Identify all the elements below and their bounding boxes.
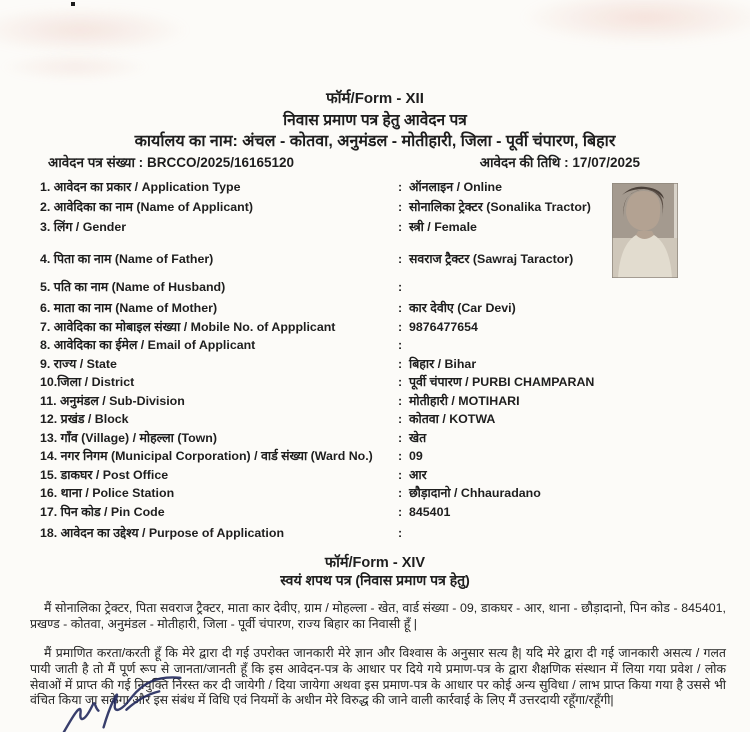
- application-date: [480, 153, 640, 171]
- field-value: [398, 300, 516, 316]
- field-label: 2. आवेदिका का नाम (Name of Applicant): [40, 200, 253, 214]
- field-value: [398, 179, 502, 195]
- colon: :: [398, 504, 403, 519]
- form14-subtitle: स्वयं शपथ पत्र (निवास प्रमाण पत्र हेतु): [280, 572, 470, 588]
- field-value: [398, 337, 409, 353]
- field-label: 15. डाकघर / Post Office: [40, 467, 169, 482]
- application-meta-row: [48, 153, 640, 171]
- scan-smudge: [520, 0, 750, 45]
- field-value-text: कार देवीए (Car Devi): [409, 301, 516, 315]
- applicant-photo: [612, 183, 678, 278]
- field-value-text: पूर्वी चंपारण / PURBI CHAMPARAN: [409, 375, 595, 389]
- field-label: 7. आवेदिका का मोबाइल संख्या / Mobile No. of Appplicant: [40, 319, 336, 334]
- application-number: [48, 153, 294, 171]
- field-value-text: कोतवा / KOTWA: [409, 412, 496, 426]
- field-value-text: 845401: [409, 504, 451, 519]
- form12-subtitle: निवास प्रमाण पत्र हेतु आवेदन पत्र: [283, 112, 467, 129]
- declaration-paragraph-2: मैं प्रमाणित करता/करती हूँ कि मेरे द्वारा दी गई उपरोक्त जानकारी मेरे ज्ञान और विश्वास के अनुसार सत्य है| यदि मेरे द्वारा दी गई जानकारी असत्य / गलत पायी जाती है तो मैं पूर्ण रूप से जानता/जानती हूँ कि इस आवेदन-पत्र के आधार पर दिये गये प्रमाण-पत्र के द्वारा शैक्षणिक संस्थान में लिया गया प्रवेश / लोक सेवाओं में प्राप्त की गई नियुक्ति निरस्त कर दी जायेगी / दिया जायेगा अथवा इस प्रमाण-पत्र के आधार पर कोई अन्य सुविधा / लाभ प्राप्त किया गया है उससे भी वंचित किया जा सकेगा और इस संबंध में विधि एवं नियमों के अधीन मेरे विरुद्ध की जाने वाली कार्रवाई के लिए मैं उत्तरदायी रहूँगा/रहूँगी|: [30, 646, 726, 708]
- field-row-block: [40, 411, 648, 430]
- field-row-post-office: [40, 467, 648, 486]
- field-label: 5. पति का नाम (Name of Husband): [40, 279, 226, 294]
- field-value: [398, 467, 427, 483]
- field-row-gender: [40, 219, 648, 239]
- application-fields-list: [40, 179, 648, 544]
- field-label: 1. आवेदन का प्रकार / Application Type: [40, 180, 241, 194]
- field-value-text: मोतीहारी / MOTIHARI: [409, 393, 520, 408]
- colon: :: [398, 467, 403, 482]
- field-row-subdivision: [40, 393, 648, 412]
- colon: :: [398, 449, 403, 463]
- field-value-text: 09: [409, 449, 423, 463]
- field-label: 10.जिला / District: [40, 375, 135, 389]
- field-value-text: सोनालिका ट्रेक्टर (Sonalika Tractor): [409, 200, 591, 214]
- office-name-line: कार्यालय का नाम: अंचल - कोतवा, अनुमंडल - मोतीहारी, जिला - पूर्वी चंपारण, बिहार: [134, 133, 616, 150]
- declaration-paragraph-1: मैं सोनालिका ट्रेक्टर, पिता सवराज ट्रैक्टर, माता कार देवीए, ग्राम / मोहल्ला - खेत, वार्ड संख्या - 09, डाकघर - आर, थाना - छौड़ादानो, पिन कोड - 845401, प्रखण्ड - कोतवा, अनुमंडल - मोतीहारी, जिला - पूर्वी चंपारण, राज्य बिहार का निवासी हूँ |: [30, 601, 726, 631]
- colon: :: [398, 220, 403, 234]
- colon: :: [398, 412, 403, 426]
- colon: :: [398, 430, 403, 445]
- field-label: 11. अनुमंडल / Sub-Division: [40, 393, 185, 408]
- field-value: [398, 411, 495, 427]
- field-row-state: [40, 356, 648, 375]
- field-value-text: आर: [409, 467, 427, 482]
- application-number-value: BRCCO/2025/16165120: [146, 155, 295, 170]
- field-value: [398, 319, 478, 335]
- field-label: 4. पिता का नाम (Name of Father): [40, 252, 214, 266]
- colon: :: [398, 526, 403, 540]
- field-label: 18. आवेदन का उद्देश्य / Purpose of Application: [40, 526, 285, 540]
- applicant-signature: [54, 671, 190, 732]
- field-row-ward: [40, 448, 648, 467]
- field-row-village: [40, 430, 648, 449]
- field-row-email: [40, 337, 648, 356]
- field-value: [398, 393, 520, 409]
- field-value: [398, 448, 423, 464]
- field-label: 9. राज्य / State: [40, 356, 117, 371]
- field-row-mother-name: [40, 300, 648, 319]
- field-label: 8. आवेदिका का ईमेल / Email of Applicant: [40, 338, 256, 352]
- colon: :: [398, 252, 403, 266]
- field-row-pin-code: [40, 504, 648, 523]
- colon: :: [398, 338, 403, 352]
- field-value: [398, 279, 409, 295]
- field-label: 14. नगर निगम (Municipal Corporation) / वार्ड संख्या (Ward No.): [40, 449, 373, 463]
- field-value-text: छौड़ादानो / Chhauradano: [409, 486, 541, 500]
- field-row-police-station: [40, 485, 648, 504]
- application-date-value: 17/07/2025: [572, 155, 640, 170]
- scan-smudge: [0, 52, 150, 82]
- field-row-applicant-name: [40, 199, 648, 219]
- field-label: 16. थाना / Police Station: [40, 486, 175, 500]
- colon: :: [398, 393, 403, 408]
- field-label: 17. पिन कोड / Pin Code: [40, 504, 165, 519]
- field-row-district: [40, 374, 648, 393]
- field-value: [398, 525, 409, 541]
- field-row-husband-name: [40, 279, 648, 298]
- colon: :: [398, 356, 403, 371]
- scan-dot: [71, 2, 75, 6]
- colon: :: [398, 279, 403, 294]
- form14-title: फॉर्म/Form - XIV: [324, 555, 426, 571]
- colon: :: [398, 301, 403, 315]
- field-value: [398, 199, 591, 215]
- form12-title: फॉर्म/Form - XII: [326, 90, 424, 107]
- field-row-mobile: [40, 319, 648, 338]
- field-value-text: सवराज ट्रैक्टर (Sawraj Taractor): [409, 252, 574, 266]
- field-value-text: 9876477654: [409, 319, 478, 334]
- field-label: 6. माता का नाम (Name of Mother): [40, 301, 218, 315]
- application-date-label: आवेदन की तिथि :: [479, 155, 569, 170]
- field-value-text: खेत: [409, 430, 427, 445]
- colon: :: [398, 486, 403, 500]
- field-value-text: ऑनलाइन / Online: [409, 180, 503, 194]
- field-value: [398, 504, 450, 520]
- field-row-purpose: [40, 525, 648, 544]
- field-value: [398, 485, 541, 501]
- colon: :: [398, 319, 403, 334]
- field-row-father-name: [40, 251, 648, 270]
- field-value: [398, 430, 426, 446]
- field-value: [398, 251, 573, 267]
- colon: :: [398, 200, 403, 214]
- field-value: [398, 356, 476, 372]
- scan-smudge: [0, 6, 190, 54]
- colon: :: [398, 180, 403, 194]
- field-value-text: स्त्री / Female: [409, 220, 477, 234]
- colon: :: [398, 375, 403, 389]
- field-label: 3. लिंग / Gender: [40, 220, 127, 234]
- field-value: [398, 219, 477, 235]
- application-number-label: आवेदन पत्र संख्या :: [48, 155, 144, 170]
- field-value: [398, 374, 594, 390]
- field-value-text: बिहार / Bihar: [409, 356, 477, 371]
- field-label: 13. गाँव (Village) / मोहल्ला (Town): [40, 430, 217, 445]
- field-label: 12. प्रखंड / Block: [40, 412, 129, 426]
- field-row-application-type: [40, 179, 648, 199]
